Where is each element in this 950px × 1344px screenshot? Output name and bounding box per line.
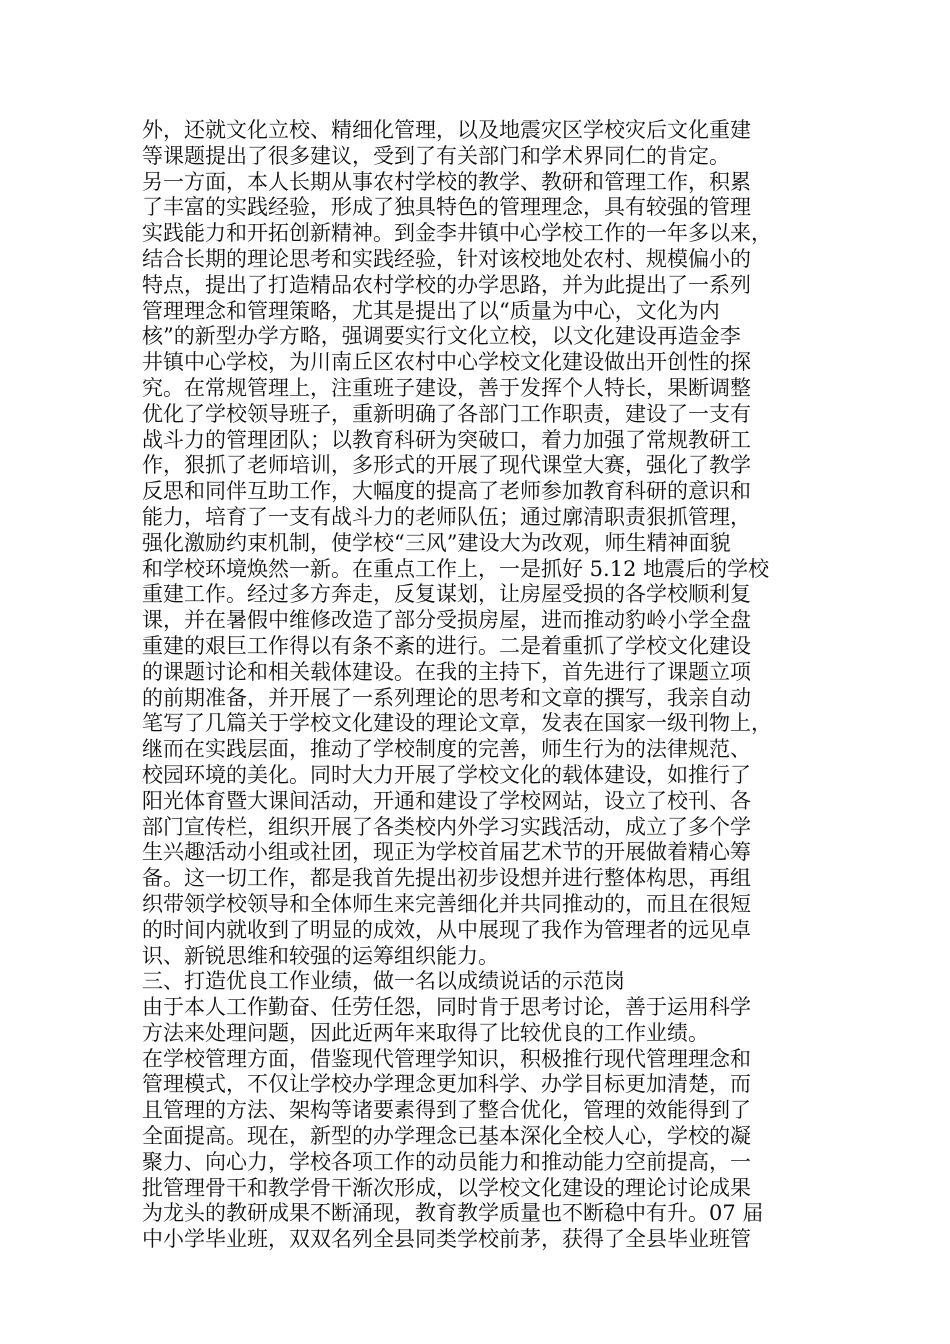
text-line: 批管理骨干和教学骨干渐次形成，以学校文化建设的理论讨论成果 xyxy=(142,1175,751,1200)
text-line: 优化了学校领导班子，重新明确了各部门工作职责，建设了一支有 xyxy=(142,401,751,426)
text-line: 继而在实践层面，推动了学校制度的完善，师生行为的法律规范、 xyxy=(142,737,751,762)
text-line: 战斗力的管理团队；以教育科研为突破口，着力加强了常规教研工 xyxy=(142,427,751,452)
text-line: 究。在常规管理上，注重班子建设，善于发挥个人特长，果断调整 xyxy=(142,375,751,400)
text-line: 全面提高。现在，新型的办学理念已基本深化全校人心，学校的凝 xyxy=(142,1124,751,1149)
text-line: 井镇中心学校，为川南丘区农村中心学校文化建设做出开创性的探 xyxy=(142,350,751,375)
text-line: 了丰富的实践经验，形成了独具特色的管理理念，具有较强的管理 xyxy=(142,195,751,220)
text-line: 重建工作。经过多方奔走，反复谋划，让房屋受损的各学校顺利复 xyxy=(142,582,751,607)
text-line: 校园环境的美化。同时大力开展了学校文化的载体建设，如推行了 xyxy=(142,762,751,787)
text-line: 结合长期的理论思考和实践经验，针对该校地处农村、规模偏小的 xyxy=(142,246,751,271)
text-line: 和学校环境焕然一新。在重点工作上，一是抓好 5.12 地震后的学校 xyxy=(142,556,770,581)
text-line: 备。这一切工作，都是我首先提出初步设想并进行整体构思，再组 xyxy=(142,866,751,891)
text-line: 另一方面，本人长期从事农村学校的教学、教研和管理工作，积累 xyxy=(142,169,751,194)
text-line: 课，并在暑假中维修改造了部分受损房屋，进而推动豹岭小学全盘 xyxy=(142,608,751,633)
text-line: 外，还就文化立校、精细化管理，以及地震灾区学校灾后文化重建 xyxy=(142,118,751,142)
text-line: 中小学毕业班，双双名列全县同类学校前茅，获得了全县毕业班管 xyxy=(142,1227,751,1252)
text-line: 为龙头的教研成果不断涌现，教育教学质量也不断稳中有升。07 届 xyxy=(142,1201,764,1226)
text-line: 织带领学校领导和全体师生来完善细化并共同推动的，而且在很短 xyxy=(142,891,751,916)
text-line: 管理理念和管理策略，尤其是提出了以“质量为中心，文化为内 xyxy=(142,298,720,323)
text-line: 的前期准备，并开展了一系列理论的思考和文章的撰写，我亲自动 xyxy=(142,685,751,710)
text-line: 重建的艰巨工作得以有条不紊的进行。二是着重抓了学校文化建设 xyxy=(142,633,751,658)
text-line: 作，狠抓了老师培训，多形式的开展了现代课堂大赛，强化了教学 xyxy=(142,453,751,478)
text-line: 部门宣传栏，组织开展了各类校内外学习实践活动，成立了多个学 xyxy=(142,814,751,839)
text-line: 的时间内就收到了明显的成效，从中展现了我作为管理者的远见卓 xyxy=(142,917,751,942)
text-line: 由于本人工作勤奋、任劳任怨，同时肯于思考讨论，善于运用科学 xyxy=(142,995,751,1020)
text-line: 方法来处理问题，因此近两年来取得了比较优良的工作业绩。 xyxy=(142,1020,709,1045)
document-body xyxy=(142,118,802,1253)
text-line: 特点，提出了打造精品农村学校的办学思路，并为此提出了一系列 xyxy=(142,272,751,297)
text-line: 且管理的方法、架构等诸要素得到了整合优化，管理的效能得到了 xyxy=(142,1098,751,1123)
section-heading: 三、打造优良工作业绩，做一名以成绩说话的示范岗 xyxy=(142,969,625,994)
text-line: 阳光体育暨大课间活动，开通和建设了学校网站，设立了校刊、各 xyxy=(142,788,751,813)
text-line: 实践能力和开拓创新精神。到金李井镇中心学校工作的一年多以来， xyxy=(142,221,772,246)
text-line: 的课题讨论和相关载体建设。在我的主持下，首先进行了课题立项 xyxy=(142,659,751,684)
text-line: 强化激励约束机制，使学校“三风”建设大为改观，师生精神面貌 xyxy=(142,530,731,555)
text-line: 生兴趣活动小组或社团，现正为学校首届艺术节的开展做着精心筹 xyxy=(142,840,751,865)
text-line: 识、新锐思维和较强的运筹组织能力。 xyxy=(142,943,499,968)
text-line: 能力，培育了一支有战斗力的老师队伍；通过廓清职责狠抓管理， xyxy=(142,504,751,529)
text-line: 等课题提出了很多建议，受到了有关部门和学术界同仁的肯定。 xyxy=(142,143,730,168)
text-line: 反思和同伴互助工作，大幅度的提高了老师参加教育科研的意识和 xyxy=(142,479,751,504)
text-line: 管理模式，不仅让学校办学理念更加科学、办学目标更加清楚，而 xyxy=(142,1072,751,1097)
text-line: 核”的新型办学方略，强调要实行文化立校，以文化建设再造金李 xyxy=(142,324,741,349)
text-line: 笔写了几篇关于学校文化建设的理论文章，发表在国家一级刊物上， xyxy=(142,711,772,736)
text-line: 聚力、向心力，学校各项工作的动员能力和推动能力空前提高，一 xyxy=(142,1149,751,1174)
text-line: 在学校管理方面，借鉴现代管理学知识，积极推行现代管理理念和 xyxy=(142,1046,751,1071)
